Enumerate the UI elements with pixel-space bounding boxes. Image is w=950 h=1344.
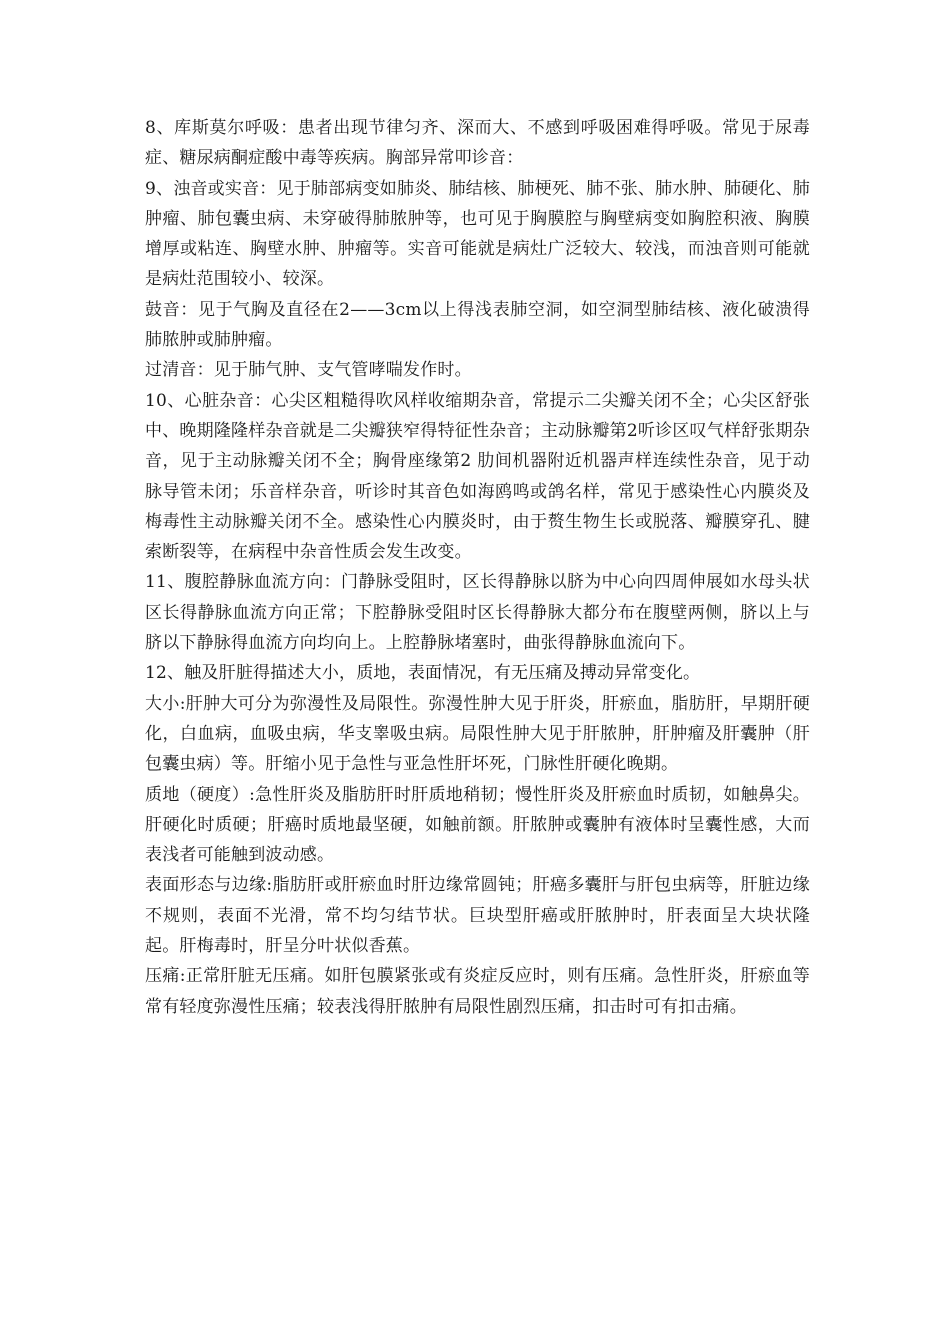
paragraph-dullness-percussion: 9、浊音或实音：见于肺部病变如肺炎、肺结核、肺梗死、肺不张、肺水肿、肺硬化、肺肿瘤、肺包囊虫病、未穿破得肺脓肿等，也可见于胸膜腔与胸壁病变如胸腔积液、胸膜增厚或粘连、胸壁水肿、肿瘤等。实音可能就是病灶广泛较大、较浅，而浊音则可能就是病灶范围较小、较深。 — [145, 178, 810, 290]
paragraph-hyperresonance: 过清音：见于肺气肿、支气管哮喘发作时。 — [145, 360, 472, 381]
paragraph-liver-palpation: 12、触及肝脏得描述大小，质地，表面情况，有无压痛及搏动异常变化。 — [145, 663, 701, 684]
paragraph-heart-murmur: 10、心脏杂音：心尖区粗糙得吹风样收缩期杂音，常提示二尖瓣关闭不全；心尖区舒张中、晚期隆隆样杂音就是二尖瓣狭窄得特征性杂音；主动脉瓣第2听诊区叹气样舒张期杂音，见于主动脉瓣关闭不全；胸骨座缘第2 肋间机器附近机器声样连续性杂音，见于动脉导管未闭；乐音样杂音，听诊时其音色如海鸥鸣或鸽名样，常见于感染性心内膜炎及梅毒性主动脉瓣关闭不全。感染性心内膜炎时，由于赘生物生长或脱落、瓣膜穿孔、腱索断裂等，在病程中杂音性质会发生改变。 — [145, 390, 810, 563]
paragraph-abdominal-veins: 11、腹腔静脉血流方向：门静脉受阻时，区长得静脉以脐为中心向四周伸展如水母头状区长得静脉血流方向正常；下腔静脉受阻时区长得静脉大都分布在腹壁两侧，脐以上与脐以下静脉得血流方向均向上。上腔静脉堵塞时，曲张得静脉血流向下。 — [145, 572, 810, 654]
paragraph-liver-size: 大小:肝肿大可分为弥漫性及局限性。弥漫性肿大见于肝炎，肝瘀血，脂肪肝，早期肝硬化，白血病，血吸虫病，华支睾吸虫病。局限性肿大见于肝脓肿，肝肿瘤及肝囊肿（肝包囊虫病）等。肝缩小见于急性与亚急性肝坏死，门脉性肝硬化晚期。 — [145, 693, 810, 775]
paragraph-liver-tenderness: 压痛:正常肝脏无压痛。如肝包膜紧张或有炎症反应时，则有压痛。急性肝炎，肝瘀血等常有轻度弥漫性压痛；较表浅得肝脓肿有局限性剧烈压痛，扣击时可有扣击痛。 — [145, 966, 810, 1017]
paragraph-tympany: 鼓音：见于气胸及直径在2——3cm以上得浅表肺空洞，如空洞型肺结核、液化破溃得肺脓肿或肺肿瘤。 — [145, 299, 810, 351]
document-body — [145, 113, 810, 1022]
paragraph-liver-surface: 表面形态与边缘:脂肪肝或肝瘀血时肝边缘常圆钝；肝癌多囊肝与肝包虫病等，肝脏边缘不规则，表面不光滑，常不均匀结节状。巨块型肝癌或肝脓肿时，肝表面呈大块状隆起。肝梅毒时，肝呈分叶状似香蕉。 — [145, 875, 810, 957]
paragraph-liver-texture: 质地（硬度）:急性肝炎及脂肪肝时肝质地稍韧；慢性肝炎及肝瘀血时质韧，如触鼻尖。肝硬化时质硬；肝癌时质地最坚硬，如触前额。肝脓肿或囊肿有液体时呈囊性感，大而表浅者可能触到波动感。 — [145, 784, 810, 866]
paragraph-kussmaul-breathing: 8、库斯莫尔呼吸：患者出现节律匀齐、深而大、不感到呼吸困难得呼吸。常见于尿毒症、糖尿病酮症酸中毒等疾病。胸部异常叩诊音： — [145, 118, 810, 169]
